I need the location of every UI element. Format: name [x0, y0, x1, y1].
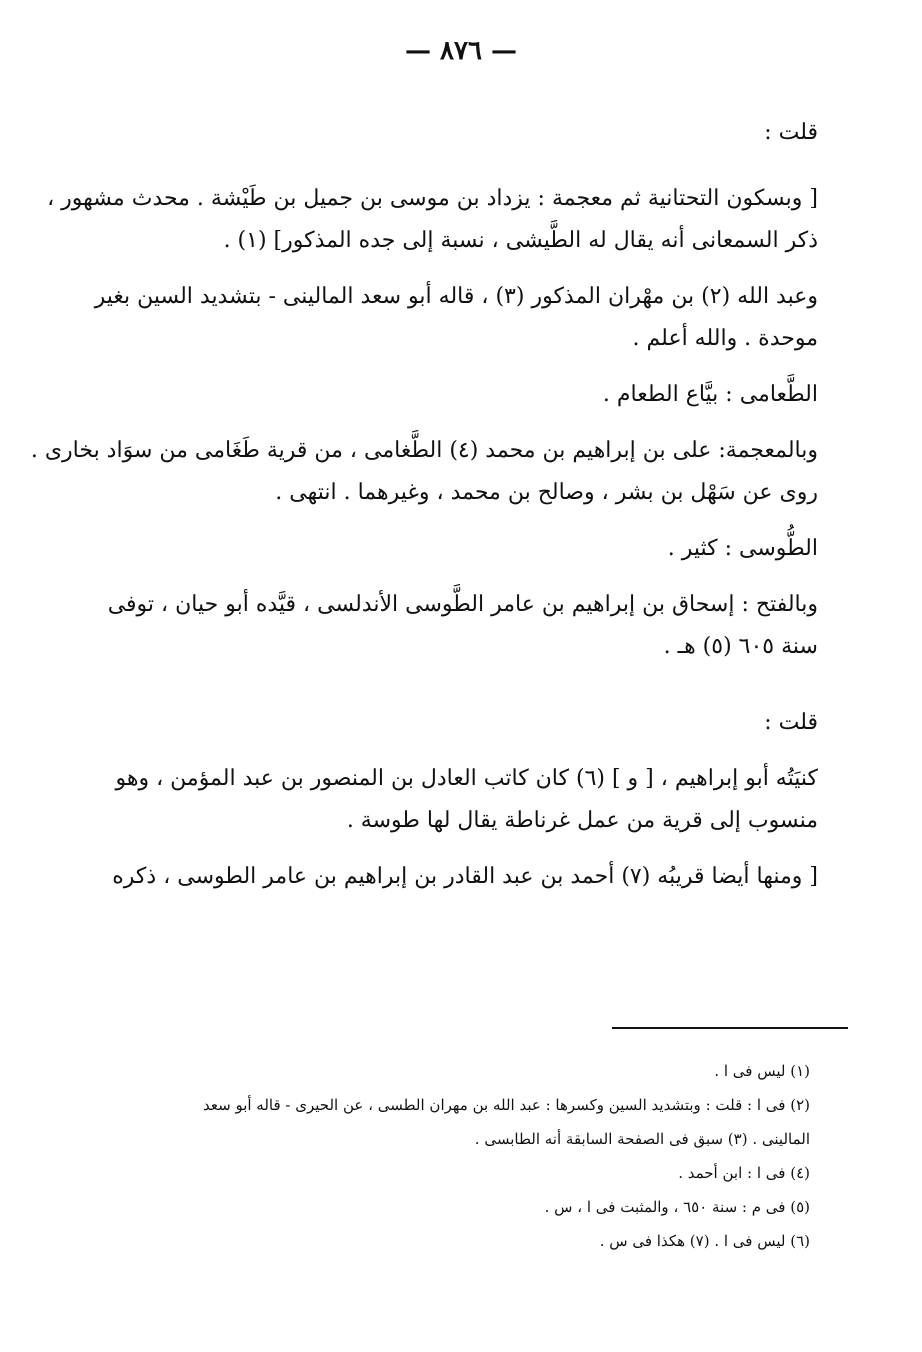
- line-gap: [108, 262, 818, 276]
- line-gap: [108, 570, 818, 584]
- footnote-line: (٥) فى م : سنة ٦٥٠ ، والمثبت فى ا ، س .: [544, 1198, 810, 1216]
- text-line: الطُّوسى : كثير .: [667, 536, 818, 561]
- footnote-line: (٢) فى ا : قلت : وبتشديد السين وكسرها : عبد الله بن مهران الطسى ، عن الحيرى - قاله أبو سعد: [203, 1096, 810, 1114]
- text-line: [ ومنها أيضا قريبُه (٧) أحمد بن عبد القادر بن إبراهيم بن عامر الطوسى ، ذكره: [112, 864, 818, 889]
- text-line: قلت :: [764, 710, 818, 735]
- text-line: الطَّعامى : بيَّاع الطعام .: [602, 382, 818, 407]
- footnote-line: (٤) فى ا : ابن أحمد .: [678, 1164, 810, 1182]
- main-text: [30, 112, 818, 898]
- line-gap: [108, 744, 818, 758]
- line-gap: [108, 416, 818, 430]
- footnote-line: (١) ليس فى ا .: [714, 1062, 810, 1080]
- text-line: موحدة . والله أعلم .: [632, 326, 818, 351]
- text-line: ذكر السمعانى أنه يقال له الطَّيشى ، نسبة إلى جده المذكور] (١) .: [223, 228, 818, 253]
- footnote-line: (٦) ليس فى ا . (٧) هكذا فى س .: [599, 1232, 810, 1250]
- footnotes: [120, 1054, 810, 1258]
- line-gap: [108, 668, 818, 702]
- line-gap: [108, 514, 818, 528]
- line-gap: [108, 360, 818, 374]
- text-line: منسوب إلى قرية من عمل غرناطة يقال لها طوسة .: [346, 808, 818, 833]
- text-line: [ وبسكون التحتانية ثم معجمة : يزداد بن موسى بن جميل بن طَيْشة . محدث مشهور ،: [47, 186, 818, 211]
- text-line: سنة ٦٠٥ (٥) هـ .: [663, 634, 818, 659]
- footnote-line: المالينى . (٣) سبق فى الصفحة السابقة أنه الطابسى .: [474, 1130, 810, 1148]
- text-line: كنيَتُه أبو إبراهيم ، [ و ] (٦) كان كاتب العادل بن المنصور بن عبد المؤمن ، وهو: [115, 766, 818, 791]
- text-line: وبالمعجمة: على بن إبراهيم بن محمد (٤) الطَّغامى ، من قرية طَغَامى من سوَاد بخارى .: [30, 438, 818, 463]
- page-number: — ٨٧٦ —: [404, 36, 518, 66]
- text-line: وعبد الله (٢) بن مهْران المذكور (٣) ، قاله أبو سعد المالينى - بتشديد السين بغير: [94, 284, 818, 309]
- line-gap: [108, 154, 818, 178]
- text-line: وبالفتح : إسحاق بن إبراهيم بن عامر الطَّوسى الأندلسى ، قيَّده أبو حيان ، توفى: [107, 592, 818, 617]
- text-line: قلت :: [764, 120, 818, 145]
- line-gap: [108, 842, 818, 856]
- text-line: روى عن سَهْل بن بشر ، وصالح بن محمد ، وغيرهما . انتهى .: [275, 480, 818, 505]
- footnote-divider: [612, 1027, 848, 1029]
